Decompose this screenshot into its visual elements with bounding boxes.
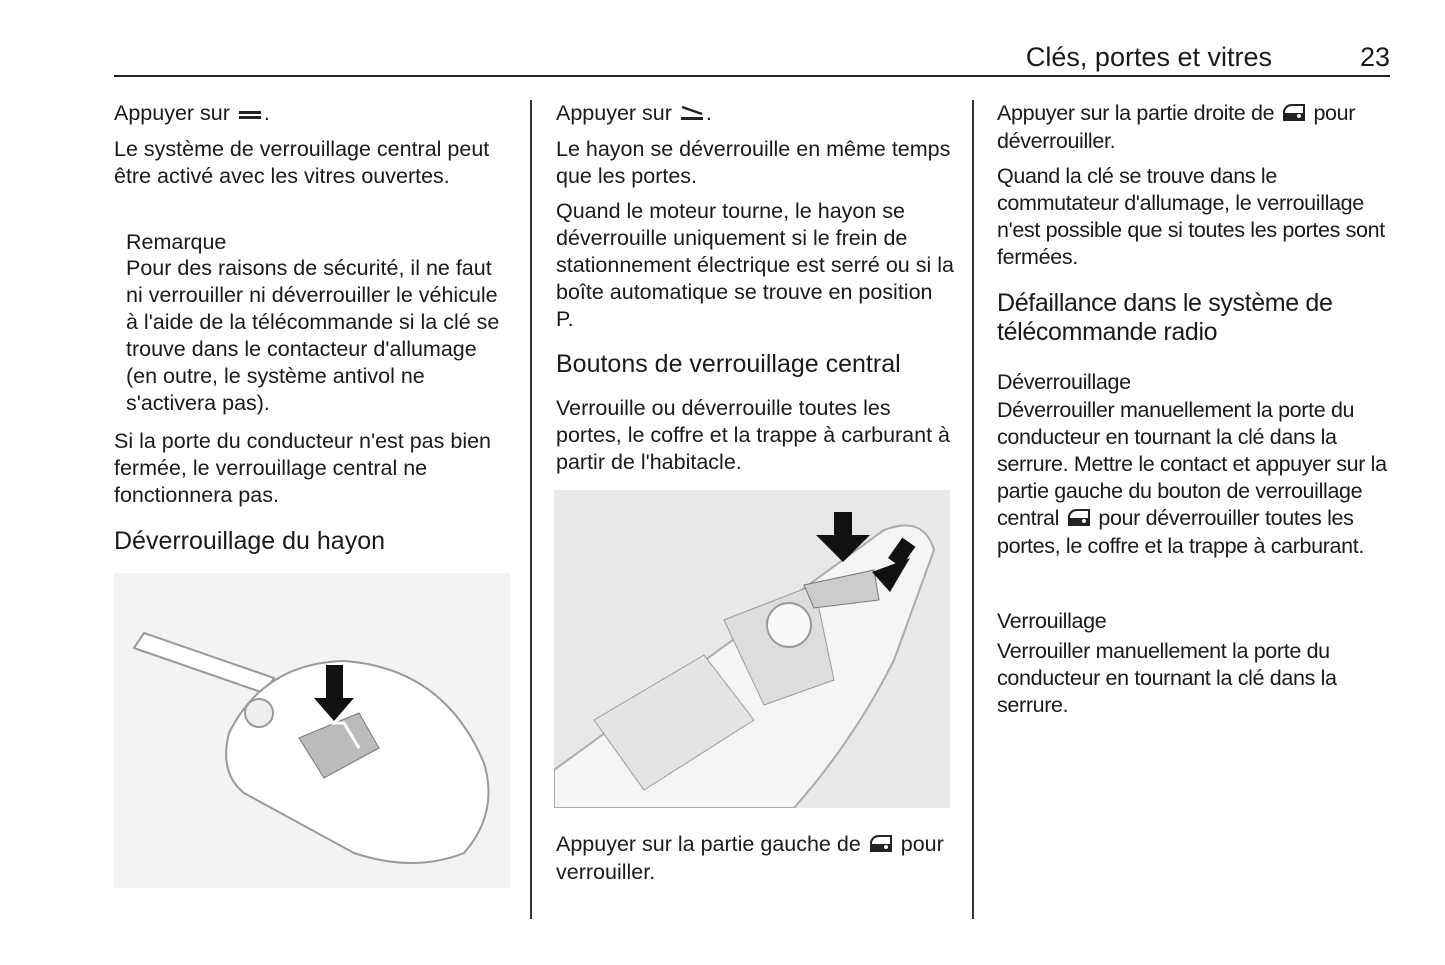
header-rule [114, 75, 1390, 77]
paragraph [997, 100, 1393, 155]
key-fob-illustration [114, 573, 510, 888]
subheading: Déverrouillage [997, 370, 1131, 394]
paragraph: Quand le moteur tourne, le hayon se déverrouille uniquement si le frein de stationnement électrique est serré ou si la boîte automatique se trouve en position P. [556, 199, 954, 331]
text: pour déverrouiller toutes les portes, le coffre et la trappe à carburant. [997, 506, 1364, 558]
paragraph: Le système de verrouillage central peut être activé avec les vitres ouvertes. [114, 137, 490, 188]
door-lock-icon [1282, 101, 1306, 128]
text: pour verrouiller. [556, 832, 944, 884]
paragraph: Quand la clé se trouve dans le commutateur d'allumage, le verrouillage n'est possible que si toutes les portes sont fermées. [997, 164, 1385, 269]
paragraph: Verrouiller manuellement la porte du conducteur en tournant la clé dans la serrure. [997, 639, 1337, 717]
tailgate-button-icon [680, 101, 704, 128]
paragraph [114, 100, 512, 128]
note-text: Pour des raisons de sécurité, il ne faut ni verrouiller ni déverrouiller le véhicule à l'aide de la télécommande si la clé se trouve dans le contacteur d'allumage (en outre, le système antivol ne s'activera pas). [126, 256, 500, 415]
text: Appuyer sur la partie droite de [997, 101, 1275, 125]
text: Appuyer sur la partie gauche de [556, 832, 861, 856]
text: Appuyer sur [114, 101, 230, 125]
text: . [705, 101, 712, 125]
text: pour déverrouiller. [997, 101, 1356, 153]
section-heading: Déverrouillage du hayon [114, 527, 386, 555]
note-title: Remarque [126, 230, 227, 254]
paragraph: Si la porte du conducteur n'est pas bien fermée, le verrouillage central ne fonctionnera pas. [114, 429, 492, 507]
section-heading: Boutons de verrouillage central [556, 350, 901, 378]
paragraph: Verrouille ou déverrouille toutes les portes, le coffre et la trappe à carburant à partir de l'habitacle. [556, 396, 951, 474]
paragraph [997, 397, 1393, 560]
text: . [263, 101, 270, 125]
text: Déverrouiller manuellement la porte du conducteur en tournant la clé dans la serrure. Mettre le contact et appuyer sur la partie gauche du bouton de verrouillage central [997, 398, 1387, 530]
paragraph [556, 831, 954, 886]
paragraph [556, 100, 954, 128]
door-lock-icon [869, 832, 893, 859]
door-lock-icon [1067, 506, 1091, 533]
paragraph: Le hayon se déverrouille en même temps que les portes. [556, 137, 951, 188]
section-title: Clés, portes et vitres [1025, 42, 1272, 72]
text: Appuyer sur [556, 101, 672, 125]
subheading: Verrouillage [997, 609, 1107, 633]
door-panel-illustration [554, 490, 950, 808]
column-divider [972, 100, 974, 919]
column-divider [530, 100, 532, 919]
page-number: 23 [1359, 42, 1390, 72]
section-heading: Défaillance dans le système de télécommande radio [997, 289, 1333, 346]
lock-button-icon [238, 101, 262, 128]
